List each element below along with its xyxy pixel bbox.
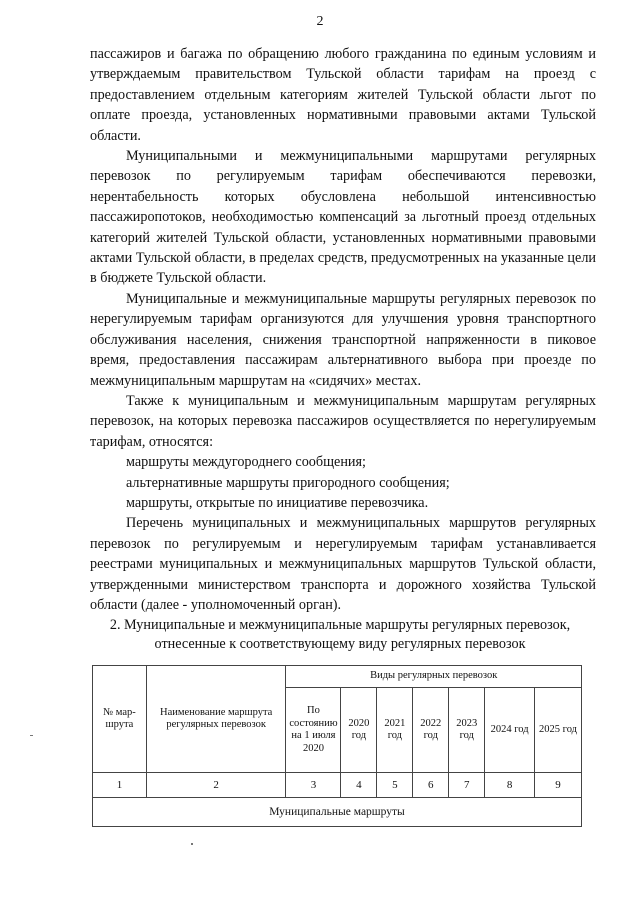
list-item: альтернативные маршруты пригородного сообщения;: [126, 474, 450, 491]
column-number: 4: [341, 773, 377, 798]
table-header-row-1: [93, 666, 582, 688]
column-number: 5: [377, 773, 413, 798]
column-number: 7: [449, 773, 485, 798]
header-transport-types: Виды регулярных перевозок: [286, 666, 582, 688]
paragraph: Также к муниципальным и межмуниципальным маршрутам регулярных перевозок, на которых перевозка пассажиров осуществляется по нерегулируемым тарифам, относятся:: [90, 392, 596, 450]
municipal-routes-label: Муниципальные маршруты: [93, 798, 582, 827]
header-route-name: Наименование маршрута регулярных перевозок: [146, 666, 286, 773]
section-title-line-2: отнесенные к соответствующему виду регулярных перевозок: [154, 636, 526, 652]
table-section-row: [93, 798, 582, 827]
table-column-numbers-row: [93, 773, 582, 798]
paragraph: Муниципальные и межмуниципальные маршруты регулярных перевозок по нерегулируемым тарифам организуются для улучшения уровня транспортного обслуживания населения, снижения транспортной напряженности в пиковое время, предоставления пассажирам альтернативного выбора при проезде по межмуниципальным маршрутам на «сидячих» местах.: [90, 290, 596, 389]
paragraph: Перечень муниципальных и межмуниципальных маршрутов регулярных перевозок по регулируемым и нерегулируемым тарифам устанавливается реестрами муниципальных и межмуниципальных маршрутов Тульской области, утвержденными министерством транспорта и дорожного хозяйства Тульской области (далее - уполномоченный орган).: [90, 515, 596, 613]
column-number: 6: [413, 773, 449, 798]
column-number: 1: [93, 773, 147, 798]
routes-table: [92, 665, 582, 827]
paragraph: пассажиров и багажа по обращению любого гражданина по единым условиям и утверждаемым правительством Тульской области тарифам на проезд с предоставлением отдельным категориям жителей Тульской области льгот по оплате проезда, установленных нормативными правовыми актами Тульской области.: [90, 46, 596, 144]
column-number: 3: [286, 773, 341, 798]
scan-speck: [30, 735, 33, 736]
column-number: 8: [485, 773, 535, 798]
paragraph: Муниципальными и межмуниципальными маршрутами регулярных перевозок по регулируемым тарифам обеспечиваются перевозки, нерентабельность которых обусловлена небольшой интенсивностью пассажиропотоков, необходимостью компенсаций за льготный проезд отдельных категорий жителей Тульской области, установленных нормативными правовыми актами Тульской области, в пределах средств, предусмотренных на указанные цели в бюджете Тульской области.: [90, 148, 596, 287]
header-year: 2022 год: [413, 688, 449, 773]
column-number: 9: [535, 773, 582, 798]
list-item: маршруты междугороднего сообщения;: [126, 454, 366, 471]
header-year: 2024 год: [485, 688, 535, 773]
scan-speck: [191, 843, 193, 845]
section-title: [70, 616, 610, 654]
header-year: 2020 год: [341, 688, 377, 773]
header-year: 2021 год: [377, 688, 413, 773]
body-text: [90, 44, 596, 615]
section-title-line-1: 2. Муниципальные и межмуниципальные маршруты регулярных перевозок,: [109, 617, 571, 633]
header-route-number: № мар-шрута: [93, 666, 147, 773]
page-number: 2: [316, 14, 324, 29]
header-as-of-date: По состоянию на 1 июля 2020: [286, 688, 341, 773]
header-year: 2023 год: [449, 688, 485, 773]
header-year: 2025 год: [535, 688, 582, 773]
column-number: 2: [146, 773, 286, 798]
list-item: маршруты, открытые по инициативе перевозчика.: [126, 494, 429, 511]
